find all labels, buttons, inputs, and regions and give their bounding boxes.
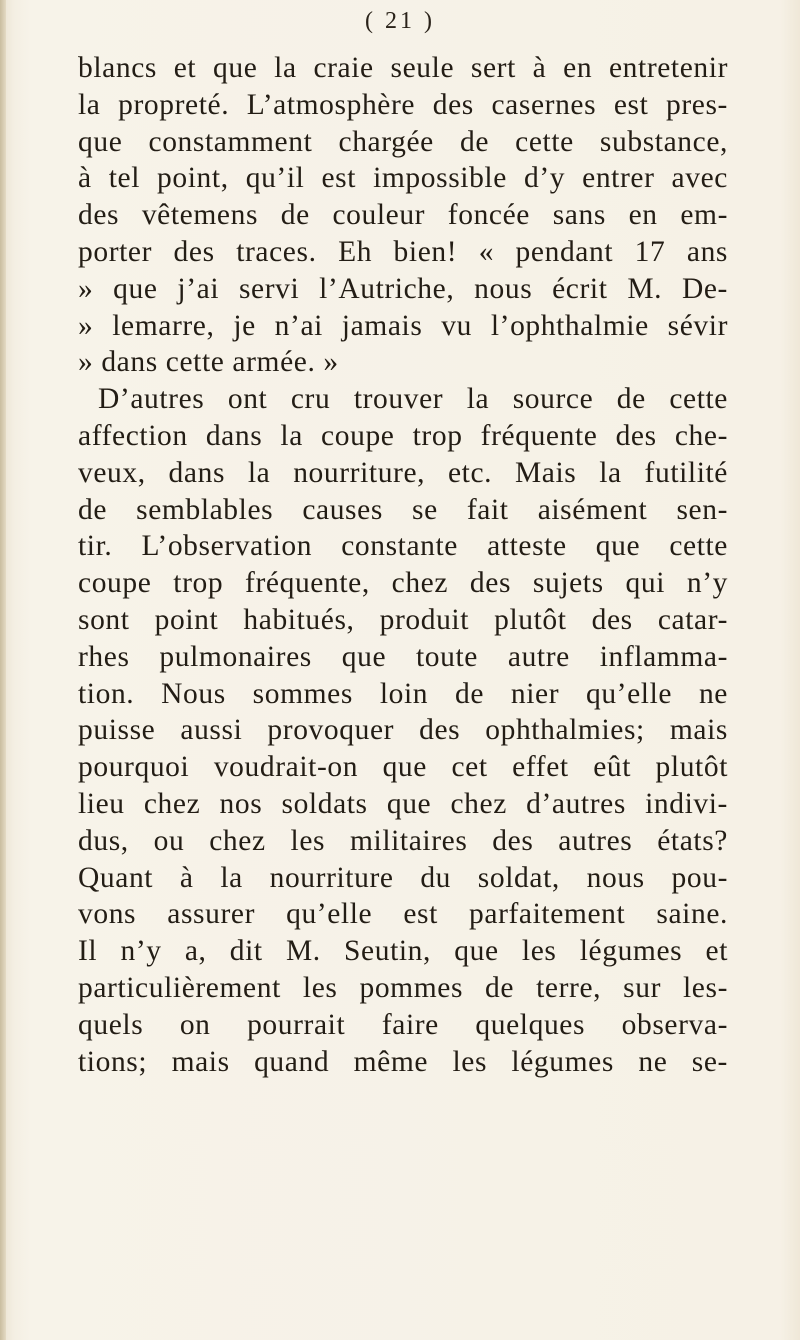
body-text	[78, 50, 728, 1080]
text-line: lieu chez nos soldats que chez d’autres indivi-	[78, 787, 728, 820]
text-line: tions; mais quand même les légumes ne se-	[78, 1045, 728, 1078]
text-line: Quant à la nourriture du soldat, nous pou-	[78, 861, 728, 894]
page-number: ( 21 )	[365, 8, 435, 34]
text-line: à tel point, qu’il est impossible d’y entrer avec	[78, 162, 728, 195]
text-line: de semblables causes se fait aisément sen-	[78, 493, 728, 526]
text-line: coupe trop fréquente, chez des sujets qui n’y	[78, 567, 728, 600]
text-line: que constamment chargée de cette substance,	[78, 125, 728, 158]
text-line: sont point habitués, produit plutôt des catar-	[78, 603, 728, 636]
page-spine-shadow	[0, 0, 6, 1340]
paragraph-start-line: D’autres ont cru trouver la source de cette	[98, 383, 728, 416]
text-line: » lemarre, je n’ai jamais vu l’ophthalmie sévir	[78, 309, 728, 342]
text-line: des vêtemens de couleur foncée sans en em-	[78, 199, 728, 232]
text-line: porter des traces. Eh bien! « pendant 17 ans	[78, 235, 728, 268]
text-line: la propreté. L’atmosphère des casernes est pres-	[78, 88, 728, 121]
text-line: tion. Nous sommes loin de nier qu’elle ne	[78, 677, 728, 710]
text-line: particulièrement les pommes de terre, sur les-	[78, 971, 728, 1004]
text-line: veux, dans la nourriture, etc. Mais la futilité	[78, 456, 728, 489]
text-line: Il n’y a, dit M. Seutin, que les légumes et	[78, 935, 728, 968]
text-line: affection dans la coupe trop fréquente des che-	[78, 419, 728, 452]
text-line: blancs et que la craie seule sert à en entretenir	[78, 52, 728, 84]
text-line: quels on pourrait faire quelques observa-	[78, 1008, 728, 1041]
text-line: puisse aussi provoquer des ophthalmies; mais	[78, 714, 728, 747]
text-line: tir. L’observation constante atteste que cette	[78, 530, 728, 563]
text-line: rhes pulmonaires que toute autre inflamma-	[78, 640, 728, 673]
text-line: » que j’ai servi l’Autriche, nous écrit M. De-	[78, 272, 728, 305]
text-line: pourquoi voudrait-on que cet effet eût plutôt	[78, 751, 728, 784]
text-line: dus, ou chez les militaires des autres états?	[78, 824, 728, 857]
text-line: » dans cette armée. »	[78, 346, 339, 379]
text-line: vons assurer qu’elle est parfaitement saine.	[78, 898, 728, 931]
